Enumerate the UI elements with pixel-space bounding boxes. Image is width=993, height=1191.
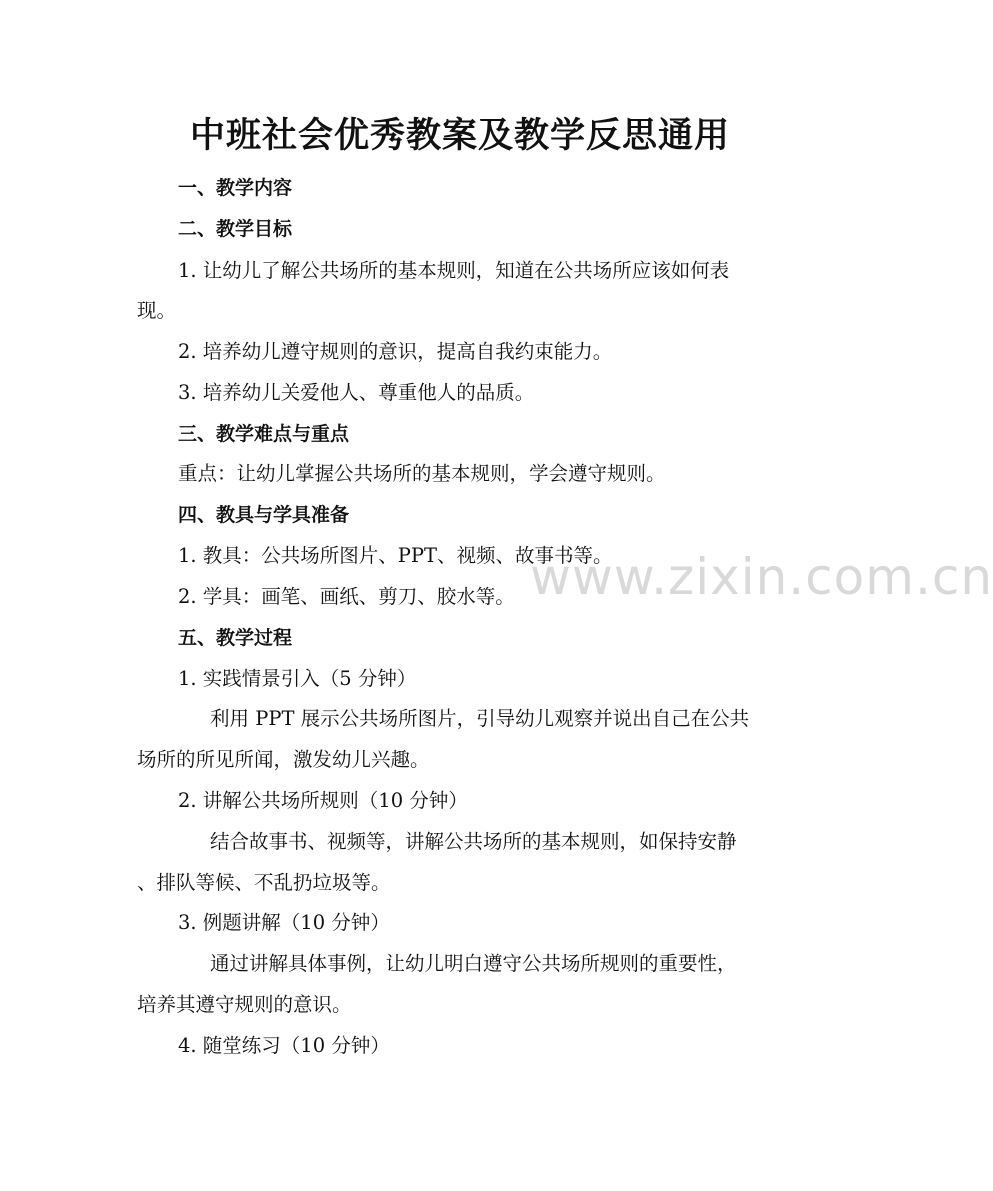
paragraph-line: 3. 例题讲解（10 分钟）: [178, 911, 390, 934]
paragraph-line: 2. 学具：画笔、画纸、剪刀、胶水等。: [178, 585, 515, 608]
paragraph-line: 1. 实践情景引入（5 分钟）: [178, 667, 417, 690]
paragraph-line: 通过讲解具体事例，让幼儿明白遵守公共场所规则的重要性，: [210, 952, 737, 975]
paragraph-line: 重点：让幼儿掌握公共场所的基本规则，学会遵守规则。: [178, 462, 666, 485]
paragraph-line: 1. 教具：公共场所图片、PPT、视频、故事书等。: [178, 544, 613, 567]
paragraph-line: 2. 培养幼儿遵守规则的意识，提高自我约束能力。: [178, 340, 613, 363]
watermark: www.zixin.com.cn: [530, 548, 993, 606]
paragraph-line: 场所的所见所闻，激发幼儿兴趣。: [137, 748, 430, 771]
section-heading: 二、教学目标: [178, 218, 293, 240]
paragraph-line: 现。: [137, 299, 177, 322]
section-heading: 四、教具与学具准备: [178, 504, 350, 526]
paragraph-line: 4. 随堂练习（10 分钟）: [178, 1034, 390, 1057]
section-heading: 三、教学难点与重点: [178, 423, 350, 445]
document-title: 中班社会优秀教案及教学反思通用: [189, 116, 730, 156]
paragraph-line: 利用 PPT 展示公共场所图片，引导幼儿观察并说出自己在公共: [210, 707, 750, 730]
paragraph-line: 、排队等候、不乱扔垃圾等。: [137, 871, 391, 894]
paragraph-line: 培养其遵守规则的意识。: [137, 993, 352, 1016]
paragraph-line: 1. 让幼儿了解公共场所的基本规则，知道在公共场所应该如何表: [178, 259, 730, 282]
section-heading: 五、教学过程: [178, 627, 293, 649]
section-heading: 一、教学内容: [178, 177, 293, 199]
paragraph-line: 2. 讲解公共场所规则（10 分钟）: [178, 789, 468, 812]
paragraph-line: 结合故事书、视频等，讲解公共场所的基本规则，如保持安静: [210, 830, 737, 853]
paragraph-line: 3. 培养幼儿关爱他人、尊重他人的品质。: [178, 381, 535, 404]
